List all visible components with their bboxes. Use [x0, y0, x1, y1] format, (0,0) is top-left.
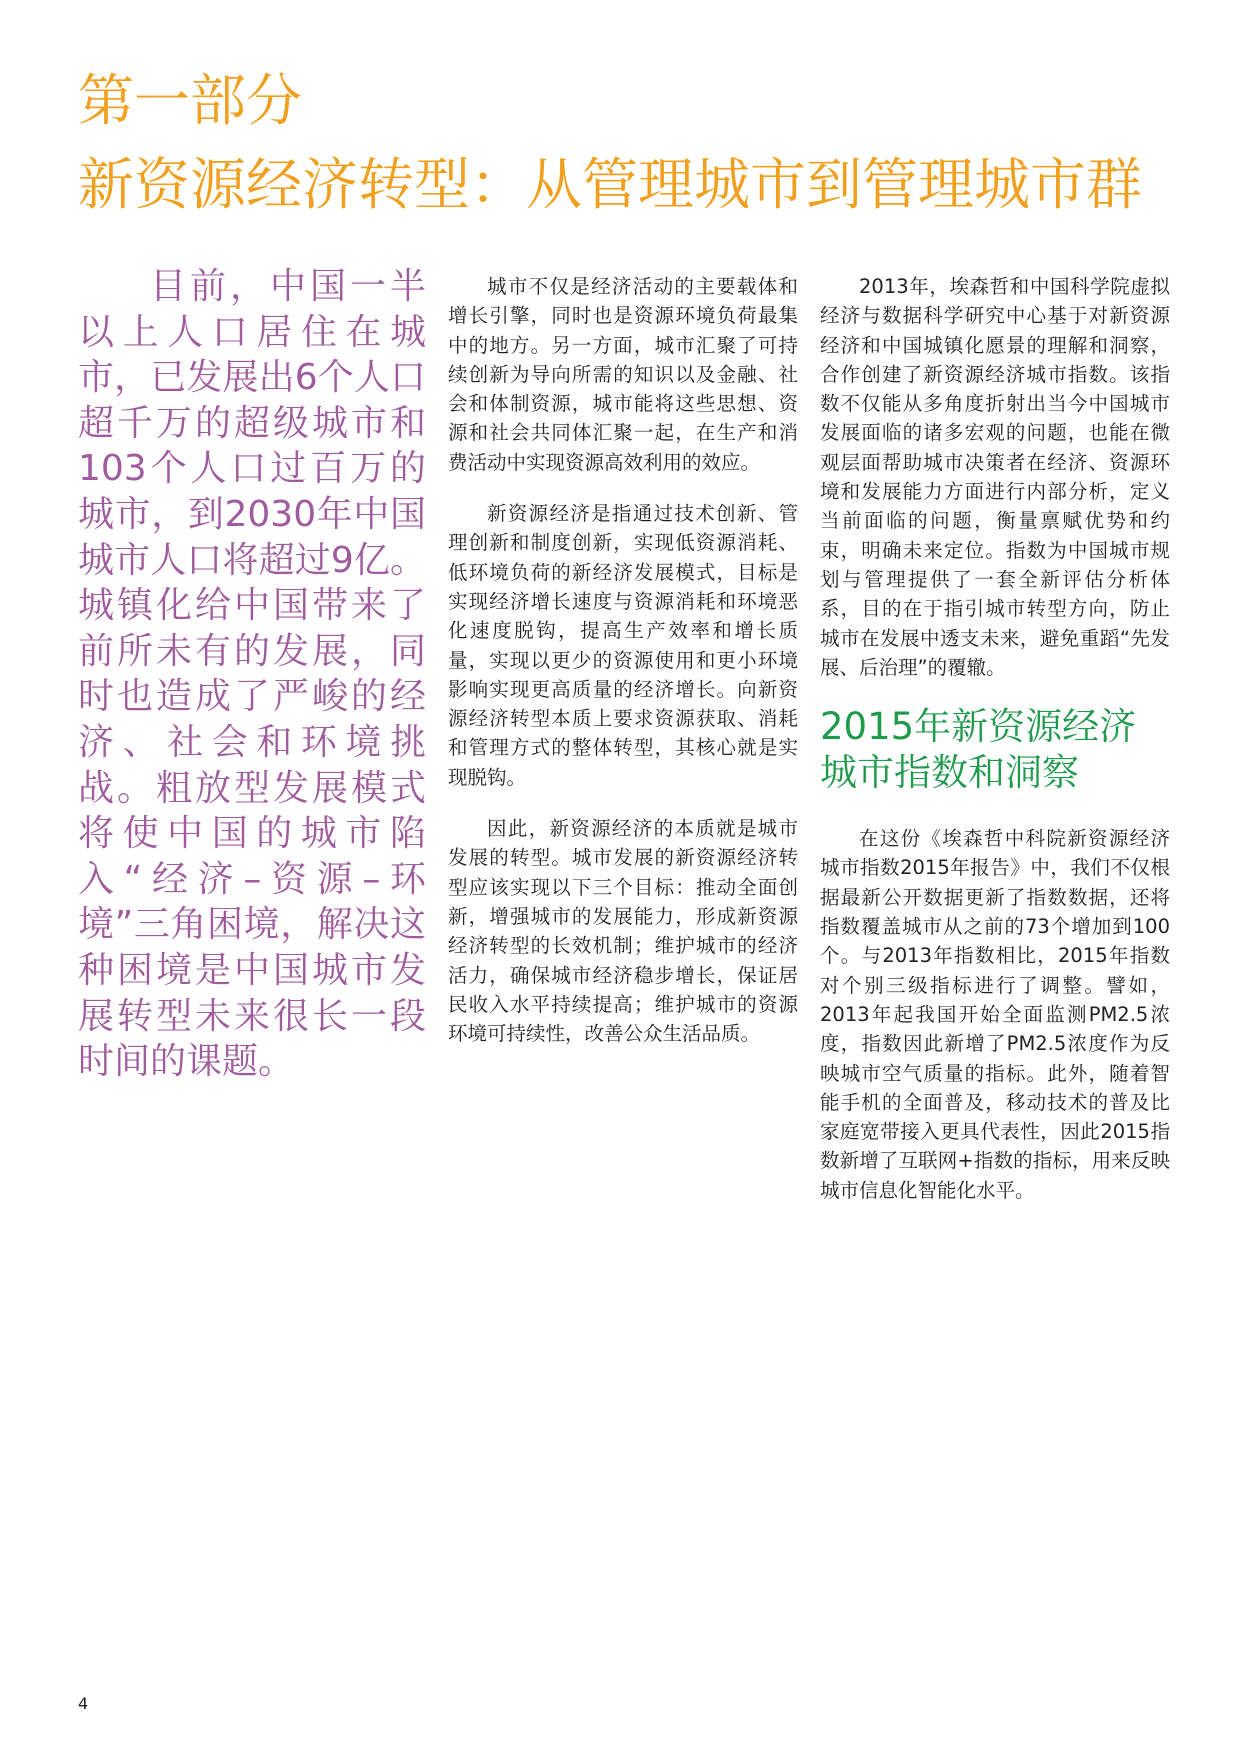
intro-pull-text: 目前，中国一半以上人口居住在城市，已发展出6个人口超千万的超级城市和103个人口过百万的城市，到2030年中国城市人口将超过9亿。城镇化给中国带来了前所未有的发展，同时也造成了严峻的经济、社会和环境挑战。粗放型发展模式将使中国的城市陷入“经济–资源–环境”三角困境，解决这种困境是中国城市发展转型未来很长一段时间的课题。 [78, 266, 426, 1083]
part-label: 第一部分 [78, 69, 302, 134]
body-column-2 [448, 272, 798, 1070]
page-title [78, 60, 1178, 228]
page-number: 4 [78, 1694, 89, 1713]
section-heading: 2015年新资源经济城市指数和洞察 [820, 705, 1137, 795]
body-paragraph: 新资源经济是指通过技术创新、管理创新和制度创新，实现低资源消耗、低环境负荷的新经济发展模式，目标是实现经济增长速度与资源消耗和环境恶化速度脱钩，提高生产效率和增长质量，实现以更少的资源使用和更小环境影响实现更高质量的经济增长。向新资源经济转型本质上要求资源获取、消耗和管理方式的整体转型，其核心就是实现脱钩。 [448, 502, 798, 789]
body-paragraph: 城市不仅是经济活动的主要载体和增长引擎，同时也是资源环境负荷最集中的地方。另一方面，城市汇聚了可持续创新为导向所需的知识以及金融、社会和体制资源，城市能将这些思想、资源和社会共同体汇聚一起，在生产和消费活动中实现资源高效利用的效应。 [448, 275, 798, 474]
body-column-3 [820, 272, 1170, 1227]
body-paragraph: 在这份《埃森哲中科院新资源经济城市指数2015年报告》中，我们不仅根据最新公开数据更新了指数数据，还将指数覆盖城市从之前的73个增加到100个。与2013年指数相比，2015年指数对个别三级指标进行了调整。譬如，2013年起我国开始全面监测PM2.5浓度，指数因此新增了PM2.5浓度作为反映城市空气质量的指标。此外，随着智能手机的全面普及，移动技术的普及比家庭宽带接入更具代表性，因此2015指数新增了互联网+指数的指标，用来反映城市信息化智能化水平。 [820, 827, 1170, 1202]
body-paragraph: 因此，新资源经济的本质就是城市发展的转型。城市发展的新资源经济转型应该实现以下三个目标：推动全面创新，增强城市的发展能力，形成新资源经济转型的长效机制；维护城市的经济活力，确保城市经济稳步增长，保证居民收入水平持续提高；维护城市的资源环境可持续性，改善公众生活品质。 [448, 817, 798, 1046]
body-paragraph: 2013年，埃森哲和中国科学院虚拟经济与数据科学研究中心基于对新资源经济和中国城镇化愿景的理解和洞察，合作创建了新资源经济城市指数。该指数不仅能从多角度折射出当今中国城市发展面临的诸多宏观的问题，也能在微观层面帮助城市决策者在经济、资源环境和发展能力方面进行内部分析，定义当前面临的问题，衡量禀赋优势和约束，明确未来定位。指数为中国城市规划与管理提供了一套全新评估分析体系，目的在于指引城市转型方向，防止城市在发展中透支未来，避免重蹈“先发展、后治理”的覆辙。 [820, 275, 1170, 679]
chapter-title: 新资源经济转型：从管理城市到管理城市群 [78, 153, 1142, 218]
